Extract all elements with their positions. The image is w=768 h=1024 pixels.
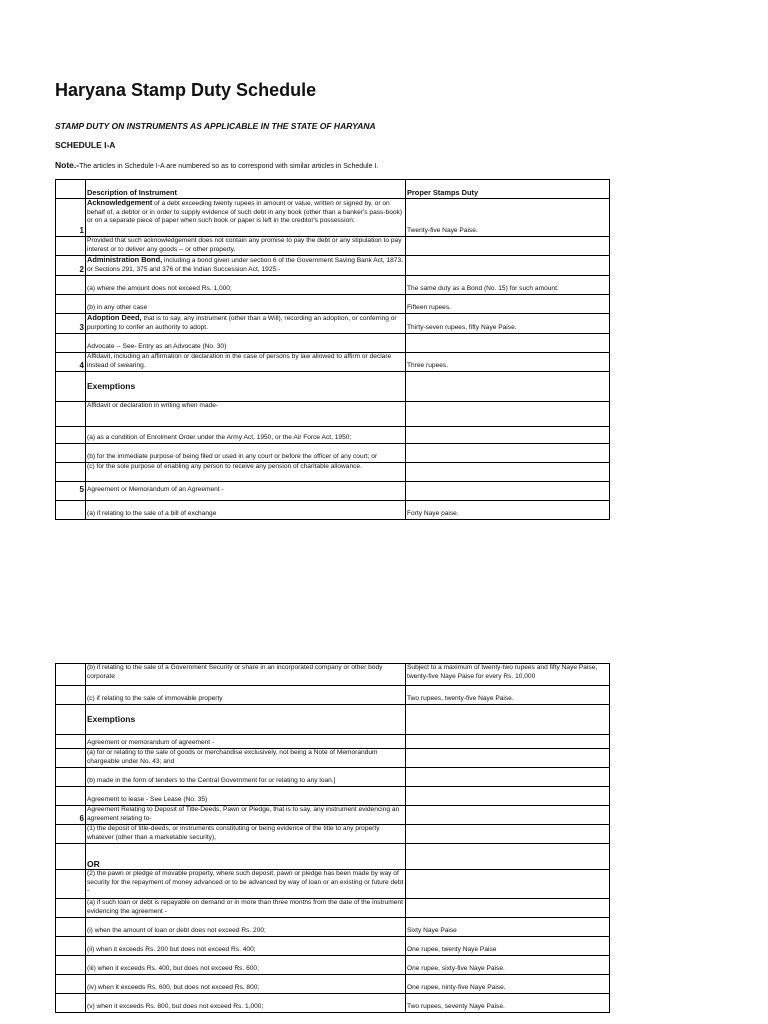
table-row (56, 256, 610, 276)
description-cell: (c) if relating to the sale of immovable property (86, 686, 406, 705)
article-number: 3 (56, 314, 86, 334)
table-row (56, 199, 610, 237)
description-cell: Agreement to lease - See Lease (No. 35) (86, 787, 406, 806)
table-row (56, 402, 610, 427)
table-row (56, 686, 610, 705)
description-cell: (v) when it exceeds Rs. 800, but does not exceed Rs. 1,000; (86, 994, 406, 1013)
schedule-heading: SCHEDULE I-A (55, 140, 116, 150)
table-row (56, 237, 610, 256)
note-label: Note.- (55, 160, 80, 170)
table-row (56, 664, 610, 686)
description-cell (86, 256, 406, 276)
exemptions-heading: Exemptions (86, 705, 406, 735)
table-row (56, 994, 610, 1013)
description-cell: (b) in any other case (86, 295, 406, 314)
table-row (56, 825, 610, 844)
description-cell: Affidavit, including an affirmation or declaration in the case of persons by law allowed to affirm or declare instead of swearing. (86, 353, 406, 372)
description-cell: Affidavit or declaration in writing when made- (86, 402, 406, 427)
duty-header: Proper Stamps Duty (406, 180, 610, 199)
description-cell: (1) the deposit of title-deeds, or instruments constituting or being evidence of the title to any property whatever (other than a marketable security), (86, 825, 406, 844)
schedule-table-2 (55, 663, 610, 1013)
description-cell: (a) as a condition of Enrolment Order under the Army Act, 1950, or the Air Force Act, 1950; (86, 427, 406, 444)
description-cell (86, 199, 406, 237)
note-text: The articles in Schedule I-A are numbered so as to correspond with similar articles in Schedule I. (79, 163, 379, 170)
description-cell: (a) if relating to the sale of a bill of exchange (86, 501, 406, 520)
description-text: that is to say, any instrument (other than a Will), recording an adoption, or conferring or purporting to confer an authority to adopt. (87, 315, 397, 331)
table-row (56, 735, 610, 749)
table-row (56, 427, 610, 444)
table-row (56, 899, 610, 918)
duty-cell: One rupee, ninty-five Naye Paise. (406, 975, 610, 994)
article-heading: Administration Bond, (87, 255, 163, 264)
duty-cell: Three rupees. (406, 353, 610, 372)
description-cell: (2) the pawn or pledge of movable property, where such deposit, pawn or pledge has been made by way of security for the repayment of money advanced or to be advanced by way of loan or an existing or future debt - (86, 870, 406, 899)
article-heading: Adoption Deed, (87, 313, 142, 322)
table-row (56, 334, 610, 353)
description-text: including a bond given under section 6 of the Government Saving Bank Act, 1873, or Sections 291, 375 and 376 of the Indian Succession Act, 1925:- (87, 257, 403, 273)
table-row (56, 295, 610, 314)
description-cell: (b) if relating to the sale of a Government Security or share in an incorporated company or other body corporate (86, 664, 406, 686)
table-row (56, 768, 610, 787)
table-row (56, 956, 610, 975)
table-row (56, 353, 610, 372)
duty-cell: Two rupees, seventy Naye Paise. (406, 994, 610, 1013)
duty-cell: One rupee, sixty-five Naye Paise. (406, 956, 610, 975)
article-heading: Acknowledgement (87, 198, 153, 207)
or-heading: OR (86, 844, 406, 870)
table-row (56, 918, 610, 937)
description-cell: Agreement or memorandum of agreement - (86, 735, 406, 749)
description-cell: Provided that such acknowledgement does not contain any promise to pay the debt or any stipulation to pay interest or to deliver any goods -- or other property. (86, 237, 406, 256)
description-cell: (iv) when it exceeds Rs. 600, but does not exceed Rs. 800; (86, 975, 406, 994)
table-row (56, 372, 610, 402)
duty-cell: Subject to a maximum of twenty-two rupees and fifty Naye Paise, twenty-five Naye Paise for every Rs. 10,000 (406, 664, 610, 686)
description-cell: (a) where the amount does not exceed Rs. 1,000; (86, 276, 406, 295)
duty-cell: One rupee, twenty Naye Paise (406, 937, 610, 956)
table-row (56, 501, 610, 520)
description-cell: (a) for or relating to the sale of goods or merchandise exclusively, not being a Note of Memorandum chargeable under No. 43; and (86, 749, 406, 768)
subtitle: STAMP DUTY ON INSTRUMENTS AS APPLICABLE IN THE STATE OF HARYANA (55, 121, 376, 131)
description-cell: (ii) when it exceeds Rs. 200 but does not exceed Rs. 400; (86, 937, 406, 956)
table-row (56, 749, 610, 768)
table-row (56, 806, 610, 825)
duty-cell: Twenty-five Naye Paise. (406, 199, 610, 237)
article-number: 5 (56, 482, 86, 501)
table-row (56, 705, 610, 735)
duty-cell: Two rupees, twenty-five Naye Paise. (406, 686, 610, 705)
description-cell: (a) if such loan or debt is repayable on demand or in more than three months from the date of the instrument evidencing the agreement - (86, 899, 406, 918)
description-cell: (b) for the immediate purpose of being filed or used in any court or before the officer of any court; or (86, 444, 406, 463)
page-title: Haryana Stamp Duty Schedule (55, 80, 317, 100)
table-row (56, 276, 610, 295)
article-number: 1 (56, 199, 86, 237)
duty-cell: Forty Naye paise. (406, 501, 610, 520)
table-row (56, 314, 610, 334)
note (55, 160, 378, 170)
description-cell: (i) when the amount of loan or debt does not exceed Rs. 200; (86, 918, 406, 937)
description-cell: Agreement Relating to Deposit of Title-Deeds, Pawn or Pledge, that is to say, any instrument evidencing an agreement relating to- (86, 806, 406, 825)
duty-cell: Thirty-seven rupees, fifty Naye Paise. (406, 314, 610, 334)
description-header: Description of Instrument (86, 180, 406, 199)
table-row (56, 463, 610, 482)
description-cell: Agreement or Memorandum of an Agreement - (86, 482, 406, 501)
description-cell: (b) made in the form of tenders to the Central Government for or relating to any loan.] (86, 768, 406, 787)
table-row (56, 975, 610, 994)
duty-cell: The same duty as a Bond (No. 15) for such amount. (406, 276, 610, 295)
description-cell: (iii) when it exceeds Rs. 400, but does not exceed Rs. 600; (86, 956, 406, 975)
duty-cell: Fifteen rupees. (406, 295, 610, 314)
table-row (56, 844, 610, 870)
duty-cell: Sixty Naye Paise (406, 918, 610, 937)
exemptions-heading: Exemptions (86, 372, 406, 402)
table-row (56, 937, 610, 956)
table-row (56, 444, 610, 463)
article-number: 2 (56, 256, 86, 276)
article-number: 6 (56, 806, 86, 825)
description-cell: Advocate -- See- Entry as an Advocate (No. 30) (86, 334, 406, 353)
num-header-cell (56, 180, 86, 199)
table-header-row (56, 180, 610, 199)
table-row (56, 870, 610, 899)
description-cell (86, 314, 406, 334)
schedule-table-1 (55, 179, 610, 520)
table-row (56, 787, 610, 806)
article-number: 4 (56, 353, 86, 372)
description-cell: (c) for the sole purpose of enabling any person to receive any pension of charitable allowance. (86, 463, 406, 482)
table-row (56, 482, 610, 501)
description-text: of a debt exceeding twenty rupees in amount or value, written or signed by, or on behalf of, a debtor or in order to supply evidence of such debt in any book (other than a banker's pass-book) or on a separate piece of paper when such book or paper is left in the creditor's possession: (87, 200, 403, 224)
